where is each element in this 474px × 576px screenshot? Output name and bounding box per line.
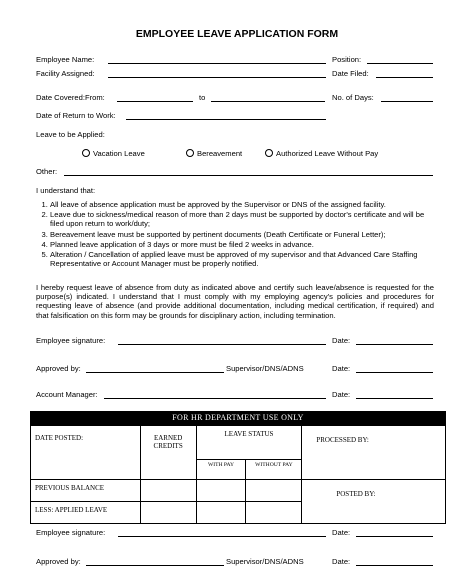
position-field[interactable]: [367, 63, 433, 64]
rule-item: 5. Alteration / Cancellation of applied leave must be approved of my supervisor and that Advanced Care Staffing Representative or Account Manager must be properly notified.: [50, 250, 436, 268]
option-authorized-leave-without-pay[interactable]: Authorized Leave Without Pay: [265, 149, 378, 158]
rule-item: 1. All leave of absence application must be approved by the Supervisor or DNS of the assigned facility.: [50, 200, 436, 209]
date-filed-label: Date Filed:: [332, 69, 369, 78]
date-of-return-label: Date of Return to Work:: [36, 111, 116, 120]
date-label: Date:: [332, 364, 351, 373]
understand-label: I understand that:: [36, 186, 96, 195]
date-covered-label: Date Covered:From:: [36, 93, 105, 102]
facility-assigned-label: Facility Assigned:: [36, 69, 95, 78]
account-manager-field[interactable]: [104, 398, 326, 399]
date-posted-label: DATE POSTED:: [31, 426, 141, 480]
earned-credits-label: EARNED CREDITS: [140, 426, 196, 480]
radio-icon: [186, 149, 194, 157]
employee-signature-label: Employee signature:: [36, 336, 106, 345]
previous-balance-label: PREVIOUS BALANCE: [31, 480, 141, 502]
date-label: Date:: [332, 528, 351, 537]
radio-icon: [82, 149, 90, 157]
with-pay-label: WITH PAY: [196, 460, 246, 480]
approved-by-field[interactable]: [86, 372, 224, 373]
hr-employee-signature-field[interactable]: [118, 536, 326, 537]
option-bereavement[interactable]: Bereavement: [186, 149, 242, 158]
without-pay-label: WITHOUT PAY: [246, 460, 302, 480]
approved-by-label: Approved by:: [36, 364, 81, 373]
date-of-return-field[interactable]: [126, 119, 326, 120]
previous-balance-earned-cell[interactable]: [140, 480, 196, 502]
request-paragraph: I hereby request leave of absence from duty as indicated above and certify such leave/absence is requested for the purpose(s) indicated. I understand that I must comply with my employing agency's policies and procedures for requesting leave of absence (and provide additional documentation, including medical certification, if required) and that falsification on this form may be grounds for disciplinary action, including termination.: [36, 283, 434, 320]
hr-approved-by-field[interactable]: [86, 565, 224, 566]
account-manager-label: Account Manager:: [36, 390, 98, 399]
to-label: to: [199, 93, 206, 102]
posted-by-label: POSTED BY:: [302, 480, 446, 524]
other-label: Other:: [36, 167, 58, 176]
supervisor-label: Supervisor/DNS/ADNS: [226, 364, 304, 373]
account-manager-date-field[interactable]: [356, 398, 433, 399]
date-label: Date:: [332, 557, 351, 566]
less-applied-leave-label: LESS: APPLIED LEAVE: [31, 502, 141, 524]
employee-signature-label: Employee signature:: [36, 528, 106, 537]
facility-assigned-field[interactable]: [108, 77, 326, 78]
hr-table: [30, 411, 446, 524]
hr-approved-by-date-field[interactable]: [356, 565, 433, 566]
other-field[interactable]: [64, 175, 433, 176]
previous-balance-with-pay-cell[interactable]: [196, 480, 246, 502]
rule-item: 2. Leave due to sickness/medical reason of more than 2 days must be supported by doctor's certificate and will be filed upon return to work/duty;: [50, 210, 436, 228]
date-filed-field[interactable]: [376, 77, 433, 78]
applied-leave-with-pay-cell[interactable]: [196, 502, 246, 524]
leave-status-label: LEAVE STATUS: [196, 426, 302, 460]
applied-leave-earned-cell[interactable]: [140, 502, 196, 524]
employee-signature-date-field[interactable]: [356, 344, 433, 345]
date-label: Date:: [332, 336, 351, 345]
rules-list: [36, 200, 436, 269]
radio-icon: [265, 149, 273, 157]
option-vacation-leave[interactable]: Vacation Leave: [82, 149, 145, 158]
date-covered-from-field[interactable]: [117, 101, 193, 102]
rule-item: 4. Planned leave application of 3 days or more must be filed 2 weeks in advance.: [50, 240, 436, 249]
employee-name-field[interactable]: [108, 63, 326, 64]
leave-to-be-applied-label: Leave to be Applied:: [36, 130, 105, 139]
approved-by-date-field[interactable]: [356, 372, 433, 373]
rule-item: 3. Bereavement leave must be supported by pertinent documents (Death Certificate or Funeral Letter);: [50, 230, 436, 239]
approved-by-label: Approved by:: [36, 557, 81, 566]
no-of-days-field[interactable]: [381, 101, 433, 102]
employee-name-label: Employee Name:: [36, 55, 95, 64]
form-title: EMPLOYEE LEAVE APPLICATION FORM: [135, 28, 339, 40]
date-covered-to-field[interactable]: [211, 101, 325, 102]
applied-leave-without-pay-cell[interactable]: [246, 502, 302, 524]
date-label: Date:: [332, 390, 351, 399]
hr-header: FOR HR DEPARTMENT USE ONLY: [31, 412, 446, 426]
no-of-days-label: No. of Days:: [332, 93, 374, 102]
employee-signature-field[interactable]: [118, 344, 326, 345]
position-label: Position:: [332, 55, 362, 64]
hr-employee-signature-date-field[interactable]: [356, 536, 433, 537]
processed-by-label: PROCESSED BY:: [302, 426, 446, 480]
previous-balance-without-pay-cell[interactable]: [246, 480, 302, 502]
supervisor-label: Supervisor/DNS/ADNS: [226, 557, 304, 566]
